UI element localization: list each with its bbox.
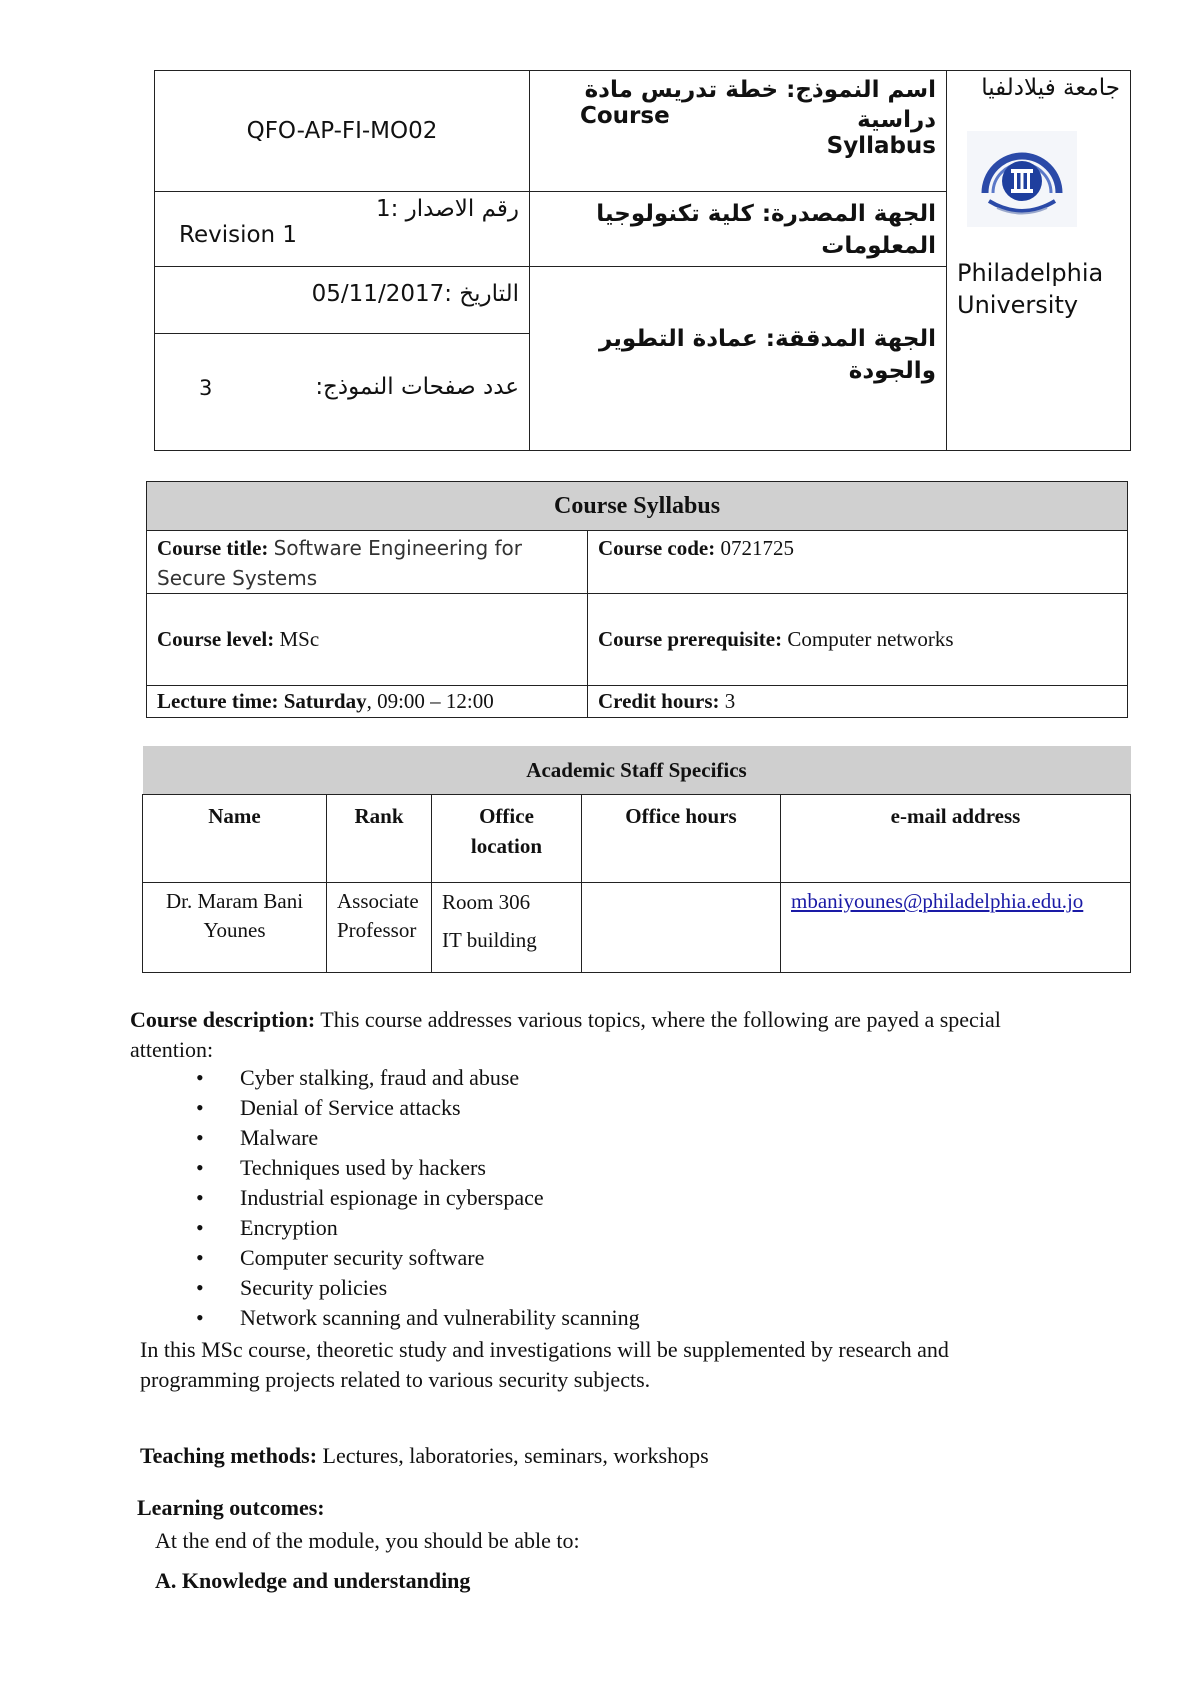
topics-list bbox=[196, 1063, 640, 1333]
col-office-location: Office location bbox=[432, 795, 582, 883]
course-level-cell bbox=[147, 594, 588, 686]
course-code-value: 0721725 bbox=[720, 536, 794, 560]
credit-label: Credit hours: bbox=[598, 689, 720, 713]
revision-cell bbox=[155, 191, 530, 266]
course-level-label: Course level: bbox=[157, 627, 275, 651]
knowledge-section-heading: A. Knowledge and understanding bbox=[155, 1568, 471, 1593]
staff-hours-cell bbox=[582, 883, 781, 973]
lecture-value: , 09:00 – 12:00 bbox=[366, 689, 494, 713]
teaching-label: Teaching methods: bbox=[140, 1443, 318, 1468]
learning-outcomes-intro: At the end of the module, you should be able to: bbox=[155, 1528, 580, 1553]
description-intro-2: attention: bbox=[130, 1037, 214, 1062]
col-office-hours: Office hours bbox=[582, 795, 781, 883]
course-level-value: MSc bbox=[279, 627, 320, 651]
credit-value: 3 bbox=[724, 689, 736, 713]
course-title-cell bbox=[147, 531, 588, 594]
lecture-label: Lecture time: bbox=[157, 689, 279, 713]
list-item: • Cyber stalking, fraud and abuse bbox=[196, 1063, 640, 1093]
staff-title: Academic Staff Specifics bbox=[143, 746, 1131, 795]
staff-name-cell bbox=[143, 883, 327, 973]
staff-name-line1: Dr. Maram Bani bbox=[165, 889, 304, 913]
form-name-en-2: Syllabus bbox=[826, 133, 936, 159]
university-name-en-line1: Philadelphia bbox=[957, 259, 1104, 287]
staff-office-line1: Room 306 bbox=[442, 890, 531, 914]
syllabus-title: Course Syllabus bbox=[147, 482, 1128, 531]
issuer-ar: الجهة المصدرة: كلية تكنولوجيا المعلومات bbox=[596, 200, 936, 259]
credit-hours-cell bbox=[588, 686, 1128, 718]
course-description bbox=[130, 1005, 1130, 1065]
auditor-cell bbox=[530, 266, 947, 450]
issuer-cell bbox=[530, 191, 947, 266]
prereq-value: Computer networks bbox=[787, 627, 954, 651]
form-name-en-1: Course bbox=[580, 103, 670, 129]
university-seal-icon bbox=[967, 131, 1077, 227]
lecture-time-cell bbox=[147, 686, 588, 718]
table-row bbox=[143, 883, 1131, 973]
staff-email-link[interactable]: mbaniyounes@philadelphia.edu.jo bbox=[791, 889, 1084, 913]
list-item: • Encryption bbox=[196, 1213, 640, 1243]
list-item: • Security policies bbox=[196, 1273, 640, 1303]
list-item: • Computer security software bbox=[196, 1243, 640, 1273]
academic-staff-table bbox=[142, 746, 1131, 973]
staff-email-cell bbox=[781, 883, 1131, 973]
list-item: • Denial of Service attacks bbox=[196, 1093, 640, 1123]
teaching-value: Lectures, laboratories, seminars, workshops bbox=[322, 1443, 709, 1468]
staff-rank-line2: Professor bbox=[337, 918, 417, 942]
university-name-ar: جامعة فيلادلفيا bbox=[981, 75, 1120, 101]
list-item: • Techniques used by hackers bbox=[196, 1153, 640, 1183]
form-code-cell bbox=[155, 71, 530, 192]
description-label: Course description: bbox=[130, 1007, 316, 1032]
form-header-table bbox=[154, 70, 1131, 451]
staff-rank-line1: Associate bbox=[337, 889, 419, 913]
list-item: • Network scanning and vulnerability scanning bbox=[196, 1303, 640, 1333]
staff-office-cell bbox=[432, 883, 582, 973]
pages-cell bbox=[155, 334, 530, 451]
learning-outcomes-heading bbox=[137, 1493, 325, 1523]
prereq-cell bbox=[588, 594, 1128, 686]
form-name-cell bbox=[530, 71, 947, 192]
university-cell bbox=[947, 71, 1131, 451]
staff-office-line2: IT building bbox=[442, 928, 537, 952]
list-item: • Industrial espionage in cyberspace bbox=[196, 1183, 640, 1213]
teaching-methods bbox=[140, 1441, 709, 1471]
col-email: e-mail address bbox=[781, 795, 1131, 883]
pages-ar: عدد صفحات النموذج: bbox=[315, 374, 519, 401]
course-code-label: Course code: bbox=[598, 536, 716, 560]
col-rank: Rank bbox=[327, 795, 432, 883]
form-code: QFO-AP-FI-MO02 bbox=[246, 117, 438, 144]
revision-ar: رقم الاصدار :1 bbox=[375, 195, 519, 222]
col-name: Name bbox=[143, 795, 327, 883]
date-ar: التاريخ :05/11/2017 bbox=[311, 280, 519, 307]
prereq-label: Course prerequisite: bbox=[598, 627, 783, 651]
course-title-label: Course title: bbox=[157, 536, 269, 560]
course-title-value: Software Engineering for Secure Systems bbox=[157, 536, 523, 590]
description-closing-2: programming projects related to various security subjects. bbox=[140, 1367, 651, 1392]
description-closing bbox=[140, 1335, 1140, 1395]
list-item: • Malware bbox=[196, 1123, 640, 1153]
learning-outcomes-label: Learning outcomes: bbox=[137, 1495, 325, 1520]
university-name-en-line2: University bbox=[957, 291, 1079, 319]
date-cell bbox=[155, 266, 530, 334]
revision-en: Revision 1 bbox=[179, 221, 298, 248]
description-closing-1: In this MSc course, theoretic study and investigations will be supplemented by research and bbox=[140, 1337, 949, 1362]
auditor-ar: الجهة المدققة: عمادة التطوير والجودة bbox=[598, 325, 936, 384]
staff-name-line2: Younes bbox=[203, 918, 266, 942]
form-name-ar: اسم النموذج: خطة تدريس مادة دراسية bbox=[584, 77, 936, 133]
description-intro: This course addresses various topics, where the following are payed a special bbox=[320, 1007, 1001, 1032]
staff-rank-cell bbox=[327, 883, 432, 973]
course-syllabus-table bbox=[146, 481, 1128, 718]
pages-value: 3 bbox=[199, 376, 213, 401]
course-code-cell bbox=[588, 531, 1128, 594]
lecture-day: Saturday bbox=[283, 689, 367, 713]
university-name-en bbox=[957, 257, 1103, 321]
